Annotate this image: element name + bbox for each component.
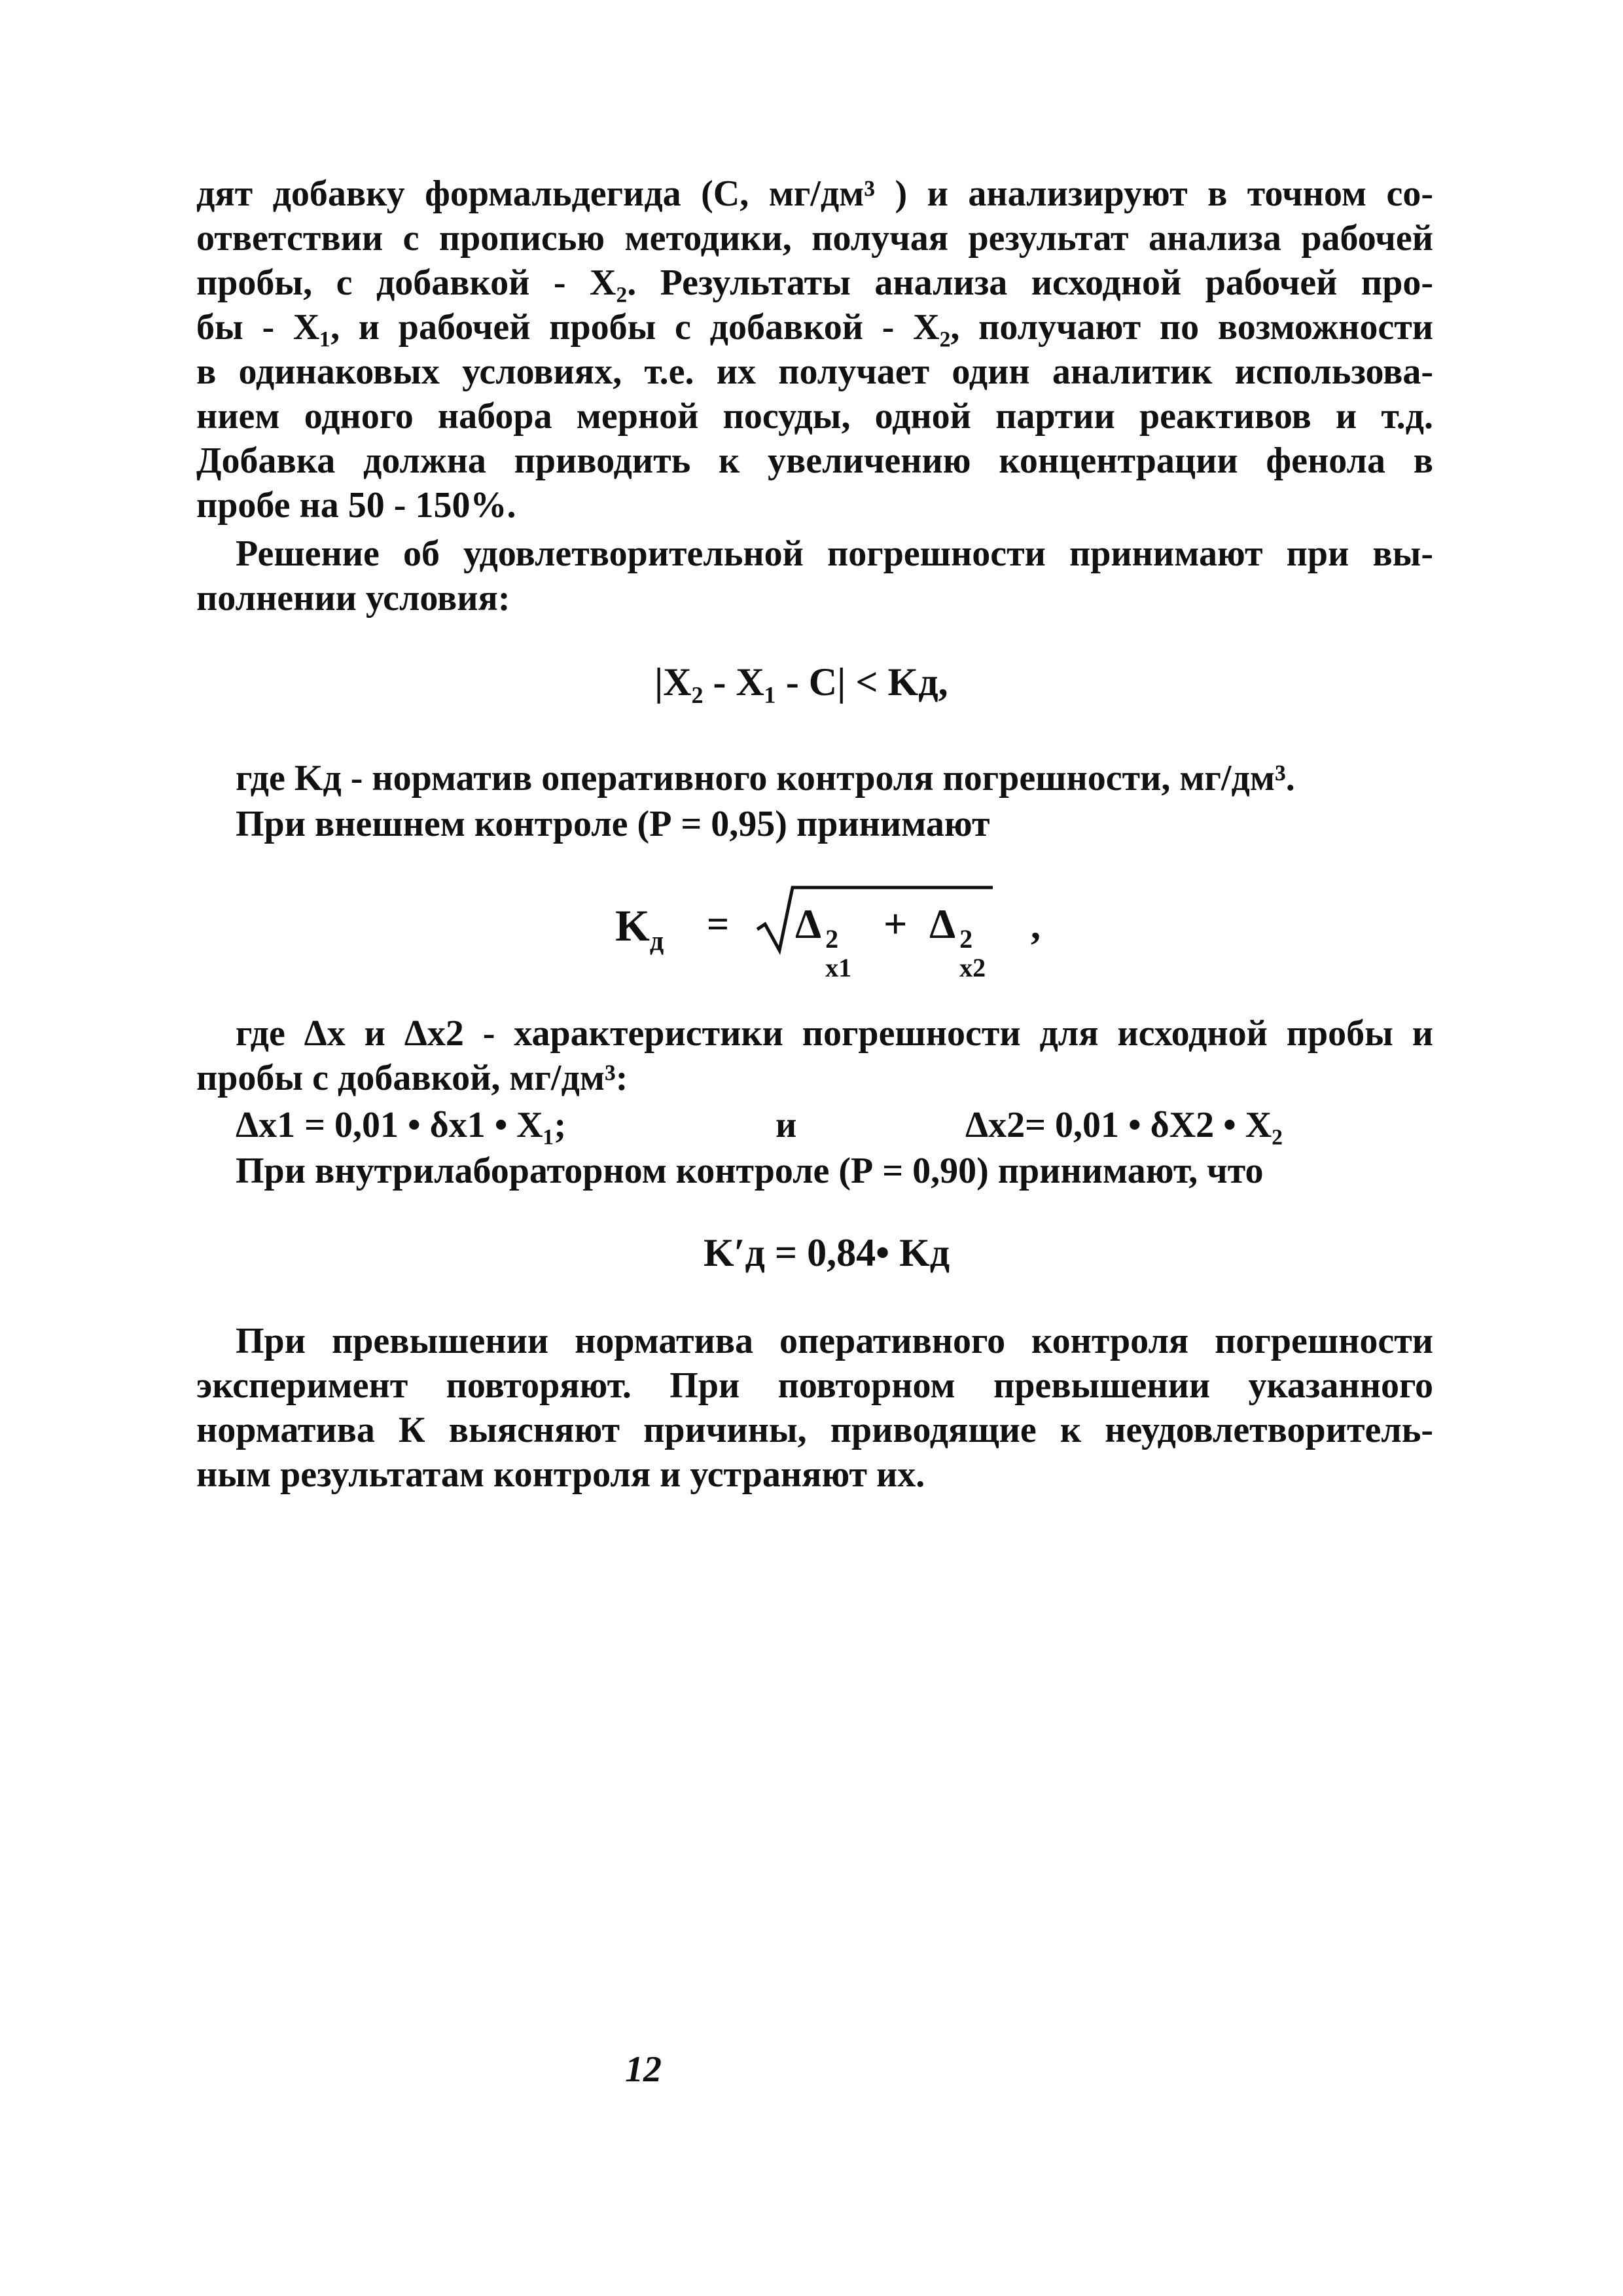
paragraph-1-line: бы - X₁, и рабочей пробы с добавкой - X₂, получают по возможности — [196, 307, 1433, 348]
paragraph-2-line: полнении условия: — [196, 578, 510, 619]
formula-condition: |X₂ - X₁ - C| < Kд, — [654, 660, 948, 704]
paragraph-2 — [196, 531, 1433, 620]
term2-sup: 2 — [959, 924, 973, 954]
paragraph-1-line: пробе на 50 - 150%. — [196, 485, 516, 526]
term1-sub: x1 — [825, 953, 852, 982]
paragraph-1-line: в одинаковых условиях, т.е. их получает один аналитик использова- — [196, 351, 1433, 392]
formula-kd-term1 — [795, 900, 867, 982]
formula-kd-equals: = — [707, 903, 730, 946]
paragraph-1-line: ответствии с прописью методики, получая результат анализа рабочей — [196, 218, 1433, 259]
paragraph-4-line: ным результатам контроля и устраняют их. — [196, 1454, 925, 1495]
term2-sub: x2 — [959, 953, 986, 982]
formula-kd-k: K — [615, 901, 650, 950]
external-control-text: При внешнем контроле (Р = 0,95) принимают — [236, 804, 990, 844]
paragraph-1 — [196, 171, 1433, 528]
paragraph-4 — [196, 1319, 1433, 1497]
formula-kd-term2 — [929, 900, 1001, 982]
paragraph-1-line: пробы, с добавкой - X₂. Результаты анализа исходной рабочей про- — [196, 262, 1433, 303]
paragraph-1-line: нием одного набора мерной посуды, одной партии реактивов и т.д. — [196, 396, 1433, 437]
formula-kd-plus: + — [883, 901, 908, 947]
formula-kd-comma: , — [1031, 904, 1041, 947]
paragraph-2-line: Решение об удовлетворительной погрешности принимают при вы- — [236, 533, 1433, 574]
internal-control-text: При внутрилабораторном контроле (Р = 0,90) принимают, что — [236, 1151, 1264, 1191]
delta-x1-formula: Δx1 = 0,01 • δx1 • X₁; — [236, 1105, 567, 1145]
definition-kd: где Kд - норматив оперативного контроля погрешности, мг/дм³. — [236, 758, 1295, 798]
delta-x2-formula: Δx2= 0,01 • δX2 • X₂ — [965, 1105, 1283, 1145]
paragraph-4-line: При превышении норматива оперативного контроля погрешности — [236, 1321, 1433, 1361]
term1-sup: 2 — [825, 924, 839, 954]
formula-kd-left — [615, 900, 664, 957]
delta-symbol: Δ — [929, 901, 956, 947]
formula-kd — [615, 884, 1099, 982]
delta-conjunction: и — [776, 1105, 797, 1145]
paragraph-1-line: дят добавку формальдегида (С, мг/дм³ ) и анализируют в точном со- — [196, 173, 1433, 214]
formula-internal: K′д = 0,84• Kд — [704, 1231, 950, 1274]
paragraph-1-line: Добавка должна приводить к увеличению концентрации фенола в — [196, 440, 1433, 481]
delta-symbol: Δ — [795, 901, 822, 947]
page-number: 12 — [625, 2049, 662, 2090]
paragraph-3 — [196, 1011, 1433, 1100]
paragraph-4-line: эксперимент повторяют. При повторном превышении указанного — [196, 1365, 1433, 1406]
paragraph-3-line: пробы с добавкой, мг/дм³: — [196, 1058, 628, 1098]
paragraph-3-line: где Δx и Δx2 - характеристики погрешности для исходной пробы и — [236, 1013, 1433, 1054]
paragraph-4-line: норматива К выясняют причины, приводящие к неудовлетворитель- — [196, 1410, 1433, 1450]
formula-kd-sub: д — [649, 925, 664, 957]
